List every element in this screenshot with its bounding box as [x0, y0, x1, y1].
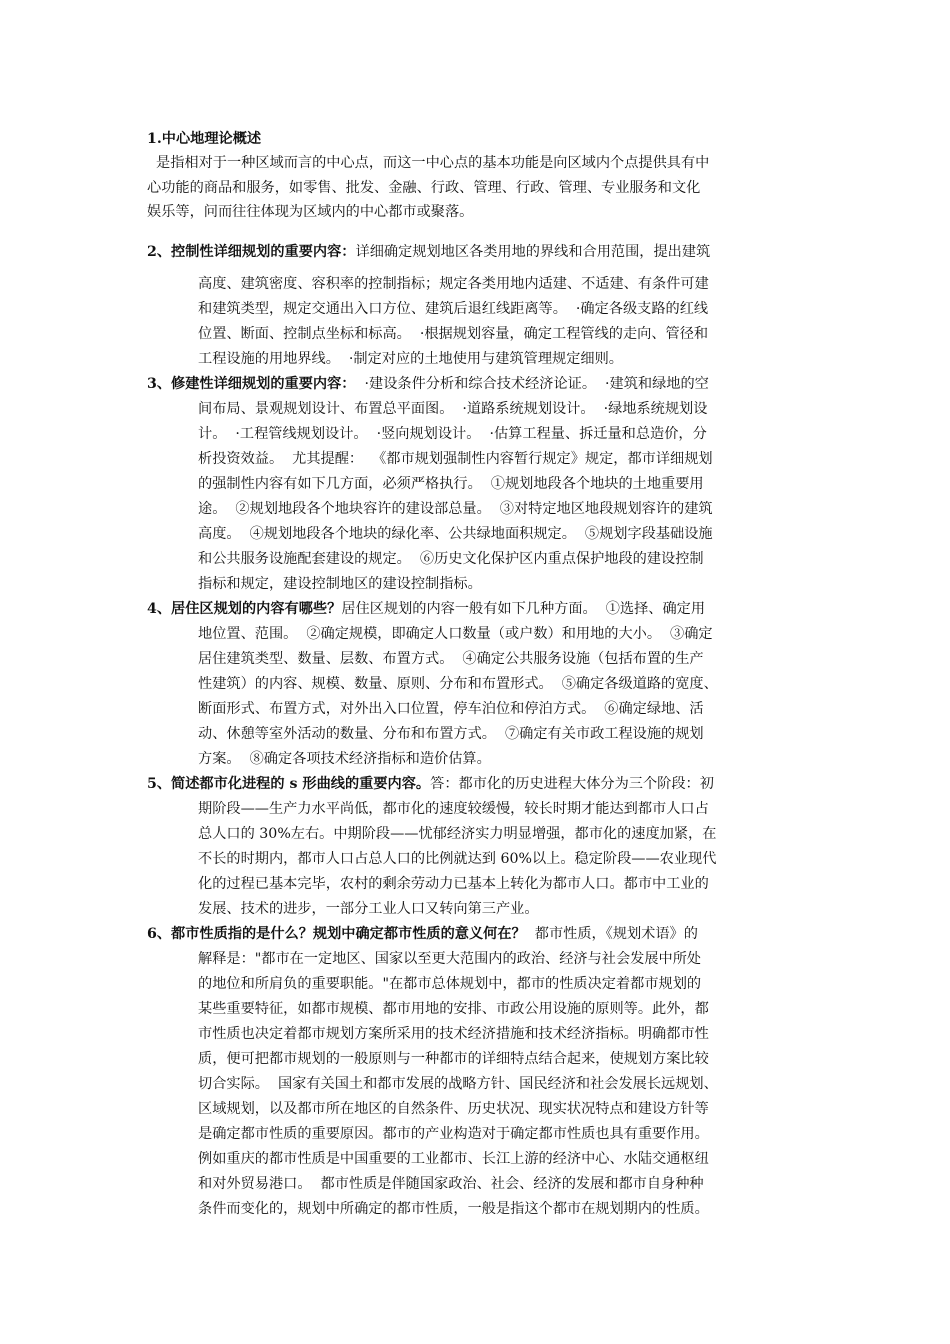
section-6-first-text: 都市性质，《规划术语》的 [525, 926, 698, 942]
section-3-line: 和公共服务设施配套建设的规定。 ⑥历史文化保护区内重点保护地段的建设控制 [198, 551, 704, 567]
section-6-line: 条件而变化的，规划中所确定的都市性质，一般是指这个都市在规划期内的性质。 [198, 1201, 709, 1217]
section-6-line: 质，便可把都市规划的一般原则与一种都市的详细特点结合起来，使规划方案比较 [198, 1051, 709, 1067]
section-6-line: 例如重庆的都市性质是中国重要的工业都市、长江上游的经济中心、水陆交通枢纽 [198, 1151, 709, 1167]
section-4-first-line [147, 597, 705, 621]
section-5-first-line [147, 772, 714, 796]
section-2-first-line [147, 240, 710, 264]
section-1-line: 是指相对于一种区域而言的中心点，而这一中心点的基本功能是向区域内个点提供具有中 [147, 155, 710, 171]
section-4-line: 居住建筑类型、数量、层数、布置方式。 ④确定公共服务设施（包括布置的生产 [198, 651, 704, 667]
section-3-line: 途。 ②规划地段各个地块容许的建设部总量。 ③对特定地区地段规划容许的建筑 [198, 501, 713, 517]
section-2-heading: 2、控制性详细规划的重要内容： [147, 244, 356, 260]
section-6-line: 解释是："都市在一定地区、国家以至更大范围内的政治、经济与社会发展中所处 [198, 951, 702, 967]
section-4-heading: 4、居住区规划的内容有哪些？ [147, 601, 342, 617]
section-3-line: 计。 ·工程管线规划设计。 ·竖向规划设计。 ·估算工程量、拆迁量和总造价，分 [198, 426, 707, 442]
section-6-line: 的地位和所肩负的重要职能。"在都市总体规划中，都市的性质决定着都市规划的 [198, 976, 702, 992]
section-3-line: 高度。 ④规划地段各个地块的绿化率、公共绿地面积规定。 ⑤规划字段基础设施 [198, 526, 713, 542]
section-4-line: 动、休憩等室外活动的数量、分布和布置方式。 ⑦确定有关市政工程设施的规划 [198, 726, 704, 742]
section-1-line: 心功能的商品和服务，如零售、批发、金融、行政、管理、行政、管理、专业服务和文化 [147, 180, 701, 196]
section-6-line: 某些重要特征，如都市规模、都市用地的安排、市政公用设施的原则等。此外，都 [198, 1001, 709, 1017]
section-5-line: 不长的时期内，都市人口占总人口的比例就达到 60%以上。稳定阶段——农业现代 [198, 851, 717, 867]
section-6-line: 和对外贸易港口。 都市性质是伴随国家政治、社会、经济的发展和都市自身种种 [198, 1176, 704, 1192]
section-6-line: 区域规划，以及都市所在地区的自然条件、历史状况、现实状况特点和建设方针等 [198, 1101, 709, 1117]
section-5-line: 化的过程已基本完毕，农村的剩余劳动力已基本上转化为都市人口。都市中工业的 [198, 876, 709, 892]
section-1-line: 娱乐等，问而往往体现为区域内的中心都市或聚落。 [147, 204, 474, 220]
section-6-line: 市性质也决定着都市规划方案所采用的技术经济措施和技术经济指标。明确都市性 [198, 1026, 709, 1042]
section-3-first-text: ·建设条件分析和综合技术经济论证。 ·建筑和绿地的空 [355, 376, 709, 392]
section-4-line: 性建筑）的内容、规模、数量、原则、分布和布置形式。 ⑤确定各级道路的宽度、 [198, 676, 718, 692]
section-6-first-line [147, 922, 698, 946]
section-2-line: 高度、建筑密度、容积率的控制指标；规定各类用地内适建、不适建、有条件可建 [198, 276, 709, 292]
section-2-line: 位置、断面、控制点坐标和标高。 ·根据规划容量，确定工程管线的走向、管径和 [198, 326, 709, 342]
section-5-line: 总人口的 30%左右。中期阶段——忧郁经济实力明显增强，都市化的速度加紧，在 [198, 826, 717, 842]
section-4-first-text: 居住区规划的内容一般有如下几种方面。 ①选择、确定用 [341, 601, 706, 617]
section-3-line: 析投资效益。 尤其提醒： 《都市规划强制性内容暂行规定》规定，都市详细规划 [198, 451, 713, 467]
section-4-line: 地位置、范围。 ②确定规模，即确定人口数量（或户数）和用地的大小。 ③确定 [198, 626, 713, 642]
section-2-first-text: 详细确定规划地区各类用地的界线和合用范围，提出建筑 [355, 244, 711, 260]
section-4-line: 断面形式、布置方式，对外出入口位置，停车泊位和停泊方式。 ⑥确定绿地、活 [198, 701, 704, 717]
section-5-line: 发展、技术的进步，一部分工业人口又转向第三产业。 [198, 901, 539, 917]
section-2-line: 和建筑类型，规定交通出入口方位、建筑后退红线距离等。 ·确定各级支路的红线 [198, 301, 709, 317]
section-6-heading: 6、都市性质指的是什么？规划中确定都市性质的意义何在？ [147, 926, 526, 942]
section-5-line: 期阶段——生产力水平尚低，都市化的速度较缓慢，较长时期才能达到都市人口占 [198, 801, 709, 817]
section-2-line: 工程设施的用地界线。 ·制定对应的土地使用与建筑管理规定细则。 [198, 351, 623, 367]
section-1-title: 1.中心地理论概述 [147, 131, 262, 147]
section-4-line: 方案。 ⑧确定各项技术经济指标和造价估算。 [198, 751, 491, 767]
section-5-first-text: 答：都市化的历史进程大体分为三个阶段：初 [430, 776, 714, 792]
section-3-line: 的强制性内容有如下几方面，必须严格执行。 ①规划地段各个地块的土地重要用 [198, 476, 704, 492]
section-3-line: 间布局、景观规划设计、布置总平面图。 ·道路系统规划设计。 ·绿地系统规划设 [198, 401, 708, 417]
section-5-heading: 5、简述都市化进程的 s 形曲线的重要内容。 [147, 776, 431, 792]
section-3-first-line [147, 372, 709, 396]
section-3-heading: 3、修建性详细规划的重要内容： [147, 376, 356, 392]
section-6-line: 是确定都市性质的重要原因。都市的产业构造对于确定都市性质也具有重要作用。 [198, 1126, 709, 1142]
section-6-line: 切合实际。 国家有关国土和都市发展的战略方针、国民经济和社会发展长远规划、 [198, 1076, 718, 1092]
section-3-line: 指标和规定，建设控制地区的建设控制指标。 [198, 576, 482, 592]
